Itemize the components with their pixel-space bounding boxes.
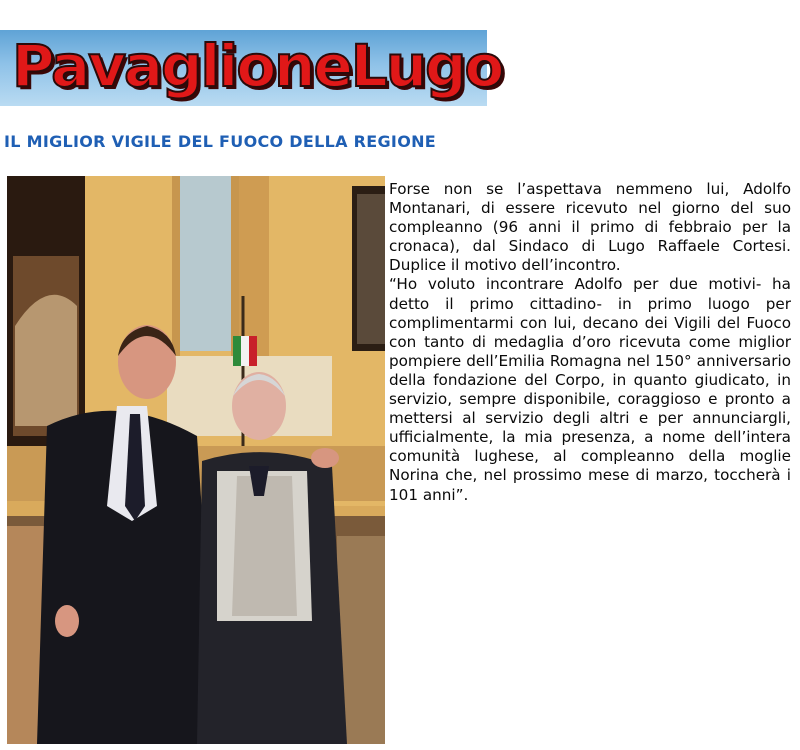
article-headline: IL MIGLIOR VIGILE DEL FUOCO DELLA REGIONE bbox=[4, 132, 437, 151]
photo-illustration bbox=[7, 176, 385, 744]
masthead-banner bbox=[0, 30, 503, 106]
article-paragraph: Forse non se l’aspettava nemmeno lui, Adolfo Montanari, di essere ricevuto nel giorno del suo compleanno (96 anni il primo di febbraio per la cronaca), dal Sindaco di Lugo Raffaele Cortesi. Duplice il motivo dell’incontro. bbox=[389, 180, 791, 275]
article-body bbox=[389, 180, 791, 505]
masthead-title: PavaglioneLugo bbox=[12, 32, 503, 100]
article-photo bbox=[7, 176, 385, 744]
article-paragraph: “Ho voluto incontrare Adolfo per due motivi- ha detto il primo cittadino- in primo luogo per complimentarmi con lui, decano dei Vigili del Fuoco con tanto di medaglia d’oro ricevuta come miglior pompiere dell’Emilia Romagna nel 150° anniversario della fondazione del Corpo, in quanto giudicato, in servizio, sempre disponibile, coraggioso e pronto a mettersi al servizio degli altri e per annunciargli, ufficialmente, la mia presenza, a nome dell’intera comunità lughese, al compleanno della moglie Norina che, nel prossimo mese di marzo, toccherà i 101 anni”. bbox=[389, 275, 791, 504]
